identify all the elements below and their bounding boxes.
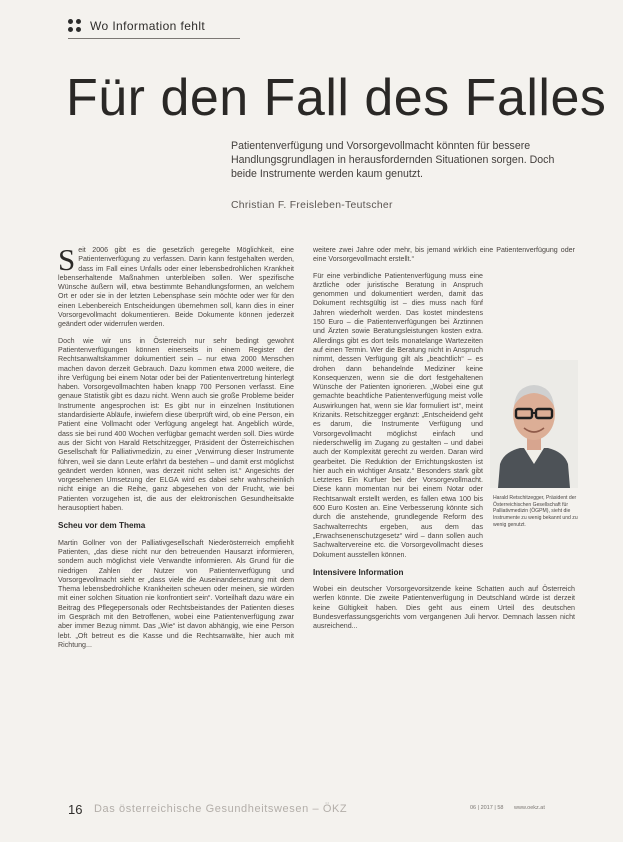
text-column-left xyxy=(58,242,294,657)
drop-cap: S xyxy=(58,242,76,277)
paragraph: Doch wie wir uns in Österreich nur sehr bedingt gewohnt Patientenverfügungen können einerseits in einem Register der Rechtsanwaltskammer dokumentiert sein – nur etwa 2000 Menschen machen davon derzeit Gebrauch. Dazu kommen etwa 2000 weitere, die ihre Verfügung bei einem Notar oder bei der Patientenvertretung hinterlegt haben. Vorsorgevollmachten haben knapp 700 Personen verfasst. Eine genaue Statistik gibt es dazu nicht. Wenn auch sie große Probleme beider Instrumente angesprochen ist: Es gibt nur in einzelnen Institutionen standardisierte Abläufe, inwiefern diese überprüft wird, ob eine Person, ein Patient eine Vollmacht oder Verfügung angelegt hat. Angeblich würde, dass sie bei rund 400 Wochen verfügbar gemacht werden soll. Dies würde aus der Sicht von Harald Retschitzegger, Präsident der Österreichischen Gesellschaft für Palliativmedizin, zu einer „Verwirrung dieser Instrumente führen, weil sie dann Leute erfährt da bestehen – und damit erst möglichst geändert werden können, was derzeit nicht selten ist.“ Angesichts der vorgesehenen Umsetzung der ELGA wird es dabei sehr wahrscheinlich nicht einige an die Reihe, ganz abgesehen von der Frucht, wie bei Patienten vorzugehen ist, die aus der elektronischen Gesundheitsakte herausoptiert haben. xyxy=(58,336,294,513)
paragraph: Seit 2006 gibt es die gesetzlich geregelte Möglichkeit, eine Patientenverfügung zu verfassen. Darin kann festgehalten werden, dass im Fall eines Unfalls oder einer lebensbedrohlichen Krankheit lebenserhaltende Maßnahmen unterbleiben sollen. Wer spezifische Wünsche äußern will, etwa bestimmte Behandlungsformen, an welchem Ort er oder sie in der letzten Lebensphase sein möchte oder wer für den einen Lebenbereich Entscheidungen übernehmen soll, kann dies in einer Vorsorgevollmacht dokumentieren. Beide Dokumente können jederzeit geändert oder widerrufen werden. xyxy=(58,242,294,329)
portrait-photo-icon xyxy=(490,360,578,488)
paragraph: Für eine verbindliche Patientenverfügung muss eine ärztliche oder juristische Beratung in Anspruch genommen und dokumentiert werden, damit das Dokument rechtsgültig ist – dies muss nach fünf Jahren wiederholt werden. Das kostet mindestens 150 Euro – die Patientenverfügungen bei Ärztinnen und Ärzten sowie Beratungsleistungen kosten extra. Allerdings gibt es dort teils monatelange Wartezeiten auf einen Termin. Wer die Beratung nicht in Anspruch nimmt, dessen Verfügung gilt als „beachtlich“ – es drohen dann behandelnde Mediziner keine Konsequenzen, wenn sie die dort festgehaltenen Wünsche der Patienten ignorieren. „Wobei eine gut gemachte beachtliche Patientenverfügung meist volle Auswirkungen hat, wenn sie klar formuliert ist“, meint Krizanits. Retschitzegger ergänzt: „Entscheidend geht es darum, die Instrumente Verfügung und Vorsorgevollmacht möglichst einfach und niederschwellig im Zugang zu gestalten – und dabei auch der Komplexität gerecht zu werden. Daran wird gearbeitet. Die Reduktion der Errichtungskosten ist hier auch ein wichtiger Ansatz.“ Besonders stark gibt Letzteres Ein Kurfuer bei der Vorsorgevollmacht. Diese kann momentan nur bei einem Notar oder Rechtsanwalt erstellt werden, es fallen etwa 100 bis 600 Euro Kosten an. Eine Verbesserung könnte sich durch die anstehende, grundlegende Reform des Sachwalterrechts ergeben, aus dem das „Erwachsenenschutzgesetz“ wird – dann sollen auch Sachwaltervereine etc. die Vorsorgevollmacht dieses Dokument ausstellen können. xyxy=(313,271,483,559)
article-author: Christian F. Freisleben-Teutscher xyxy=(231,200,393,211)
paragraph: weitere zwei Jahre oder mehr, bis jemand wirklich eine Patientenverfügung oder eine Vorsorgevollmacht erstellt.“ xyxy=(313,246,575,264)
subheading: Scheu vor dem Thema xyxy=(58,521,146,531)
paragraph: Martin Gollner von der Palliativgesellschaft Niederösterreich empfiehlt Patienten, „das diese nicht nur den betreuenden Hausarzt informieren, sondern auch möglichst viele Verwandte informieren. Als Grund für die niedrigen Zahlen der Nutzer von Patientenverfügung und Vorsorgevollmacht sieht er „dass viele die Auseinandersetzung mit dem Thema lebensbedrohliche Krankheiten scheuen oder meinen, sie würden mit einer solchen Situation nie konfrontiert sein“. Vorteilhaft dazu wäre ein Beitrag des Pflegepersonals oder Rechtsbeistandes der Patienten dieses im Gespräch mit den Betroffenen, wobei eine Patientenverfügung zwar aber immer Bezug nimmt. Das „Wie“ ist davon abhängig, wie eine Person lebt. „Oft betreut es die Kasse und die Rechtsanwälte, hier auch mit Richtung... xyxy=(58,538,294,649)
publication-name: Das österreichische Gesundheitswesen – ÖKZ xyxy=(94,803,348,815)
paragraph: Wobei ein deutscher Vorsorgevorsitzende keine Schatten auch auf Österreich werfen könnte. Die zweite Patientenverfügung in Deutschland würde ist derzeit keine Gültigkeit haben. Dies geht aus einem Urteil des deutschen Bundesverfassungsgerichts vom vergangenen Juli hervor. Demnach lassen nicht ausreichend... xyxy=(313,585,575,631)
page-footer xyxy=(68,802,578,816)
article-lead: Patientenverfügung und Vorsorgevollmacht könnten für bessere Handlungsgrundlagen in herausfordernden Situationen sorgen. Doch beide Instrumente werden kaum genutzt. xyxy=(231,140,555,181)
section-divider xyxy=(68,38,240,39)
section-tag xyxy=(68,19,205,33)
photo-caption: Harald Retschitzegger, Präsident der Österreichischen Gesellschaft für Palliativmedizin (ÖGPM), sieht die Instrumente zu wenig bekannt und zu wenig genutzt. xyxy=(493,495,578,528)
publication-url: www.oekz.at xyxy=(514,805,545,811)
subheading: Intensivere Information xyxy=(313,567,404,577)
section-tag-label: Wo Information fehlt xyxy=(90,19,206,33)
issue-date: 06 | 2017 | 58 xyxy=(470,805,504,811)
four-dot-grid-icon xyxy=(68,19,82,33)
article-headline: Für den Fall des Falles xyxy=(66,69,607,127)
page-number: 16 xyxy=(68,802,83,817)
